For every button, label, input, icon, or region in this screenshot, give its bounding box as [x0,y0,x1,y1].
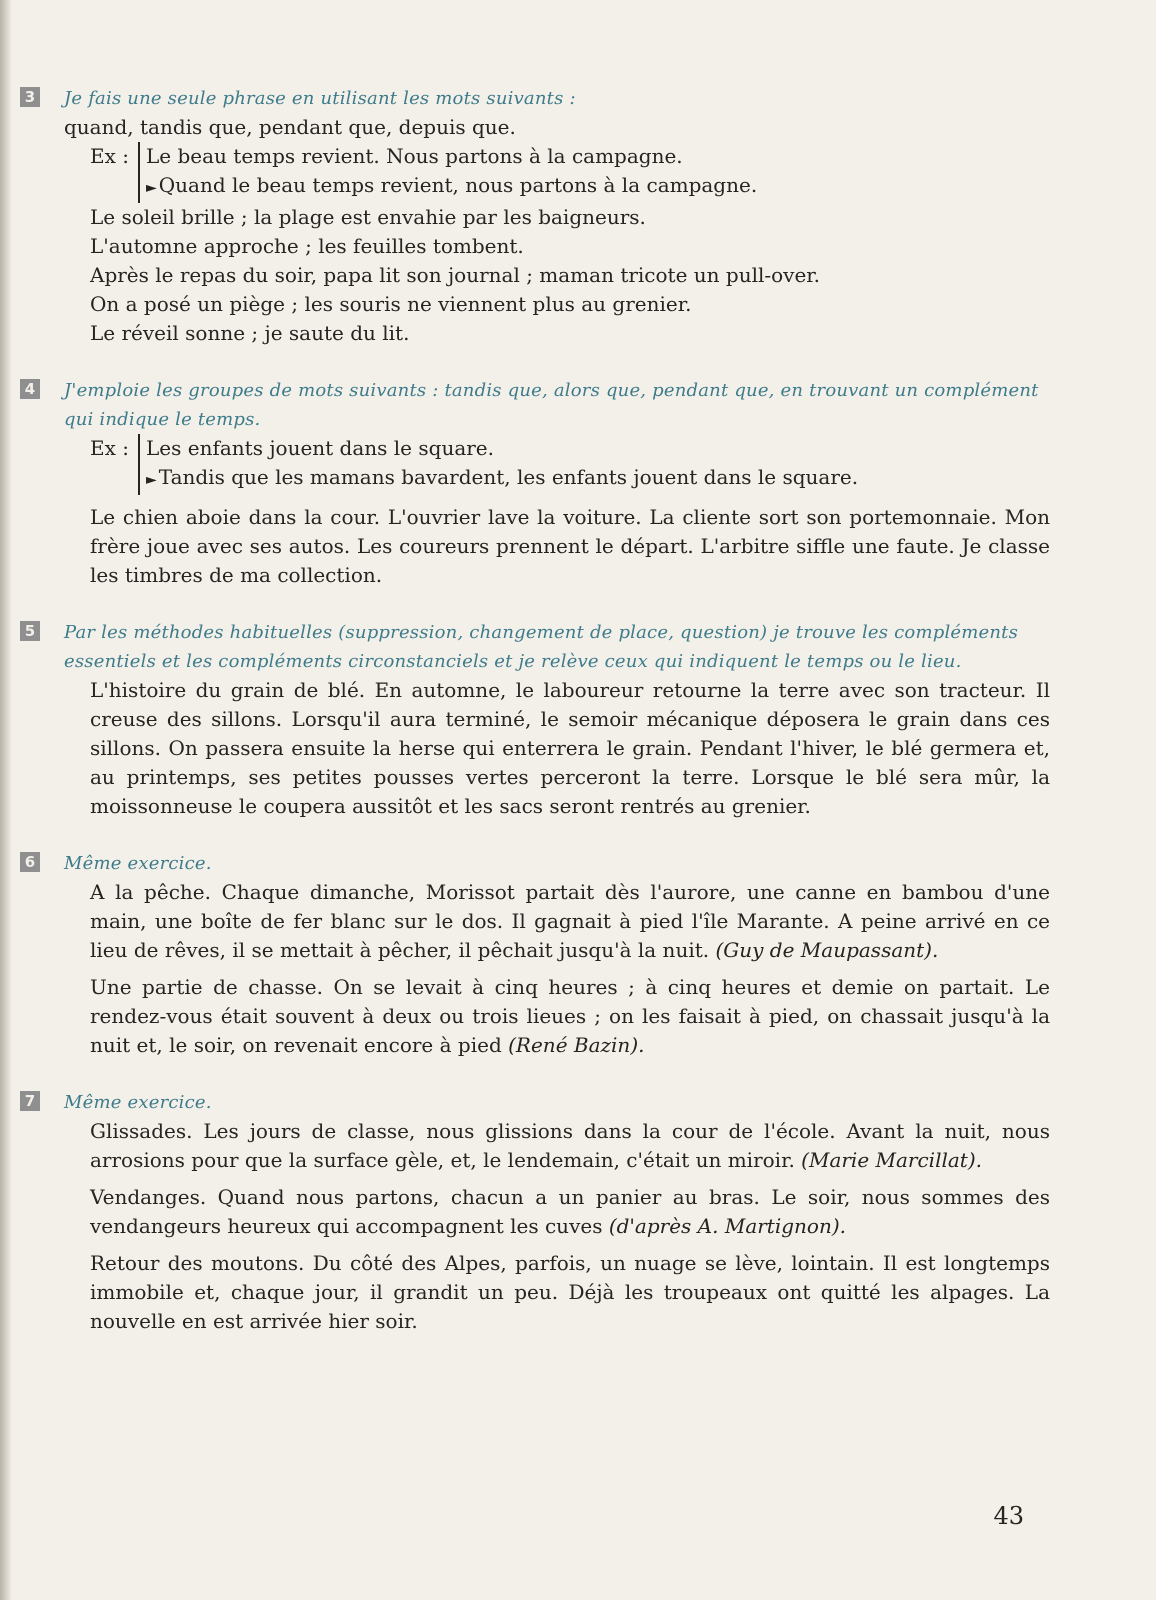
example-sentence-1: Le beau temps revient. Nous partons à la campagne. [146,144,683,168]
page-number: 43 [993,1502,1024,1530]
paragraph-text: Une partie de chasse. On se levait à cinq heures ; à cinq heures et demie on partait. Le rendez-vous était souvent à deux ou trois lieues ; on les faisait à pied, on chassait jusqu'à la nuit et, le soir, on revenait encore à pied [90,975,1050,1057]
exercise-number-3: 3 [20,87,40,107]
exercise-6-paragraph-1 [90,878,1050,965]
exercise-3-line: L'automne approche ; les feuilles tombent. [90,234,524,258]
exercise-4-content [64,434,1050,590]
exercise-number-6: 6 [20,852,40,872]
example-sentence-2: Quand le beau temps revient, nous partons à la campagne. [158,173,758,197]
exercise-3-line: Après le repas du soir, papa lit son journal ; maman tricote un pull-over. [90,263,821,287]
citation: (Marie Marcillat). [801,1148,982,1172]
exercise-4-example [90,434,1050,495]
example-sentence-2-line [146,463,858,495]
citation: (René Bazin). [508,1033,645,1057]
example-sentence-2-line [146,171,757,203]
exercise-6-instruction: Même exercice. [64,853,212,874]
citation: (d'après A. Martignon). [608,1214,846,1238]
paragraph-text: Glissades. Les jours de classe, nous glissions dans la cour de l'école. Avant la nuit, nous arrosions pour que la surface gèle, et, le lendemain, c'était un miroir. [90,1119,1050,1172]
arrow-icon: ► [146,180,157,196]
exercise-number-5: 5 [20,621,40,641]
example-sentence-2: Tandis que les mamans bavardent, les enfants jouent dans le square. [158,465,859,489]
citation: (Guy de Maupassant). [715,938,939,962]
book-binding-shadow [0,0,12,1600]
exercise-7-instruction: Même exercice. [64,1092,212,1113]
exercise-7-paragraph-2 [90,1183,1050,1241]
exercise-4 [20,376,1050,590]
example-bracket [138,434,858,495]
exercise-7-content [64,1117,1050,1336]
example-sentence-1: Les enfants jouent dans le square. [146,436,494,460]
exercise-6-content [64,878,1050,1060]
example-label: Ex : [90,436,129,460]
exercise-4-instruction: J'emploie les groupes de mots suivants : tandis que, alors que, pendant que, en trouvant un complément qui indique le temps. [64,380,1039,430]
exercise-3-line: On a posé un piège ; les souris ne viennent plus au grenier. [90,292,692,316]
paragraph-text: A la pêche. Chaque dimanche, Morissot partait dès l'aurore, une canne en bambou d'une main, une boîte de fer blanc sur le dos. Il gagnait à pied l'île Marante. A peine arrivé en ce lieu de rêves, il se mettait à pêcher, il pêchait jusqu'à la nuit. [90,880,1050,962]
example-bracket [138,142,757,203]
exercise-3 [20,84,1050,348]
exercise-7-paragraph-1 [90,1117,1050,1175]
exercise-3-words: quand, tandis que, pendant que, depuis que. [64,115,516,139]
textbook-page [20,84,1050,1364]
arrow-icon: ► [146,472,157,488]
exercise-3-line: Le soleil brille ; la plage est envahie par les baigneurs. [90,205,646,229]
exercise-6-paragraph-2 [90,973,1050,1060]
exercise-number-7: 7 [20,1091,40,1111]
exercise-3-instruction: Je fais une seule phrase en utilisant les mots suivants : [64,88,576,109]
exercise-5-instruction: Par les méthodes habituelles (suppression, changement de place, question) je trouve les compléments essentiels et les compléments circonstanciels et je relève ceux qui indiquent le temps ou le lieu. [64,622,1019,672]
exercise-number-4: 4 [20,379,40,399]
exercise-7-paragraph-3: Retour des moutons. Du côté des Alpes, parfois, un nuage se lève, lointain. Il est longtemps immobile et, chaque jour, il grandit un peu. Déjà les troupeaux ont quitté les alpages. La nouvelle en est arrivée hier soir. [90,1251,1050,1333]
exercise-3-line: Le réveil sonne ; je saute du lit. [90,321,410,345]
exercise-5 [20,618,1050,821]
exercise-5-content [64,676,1050,821]
exercise-5-paragraph: L'histoire du grain de blé. En automne, le laboureur retourne la terre avec son tracteur. Il creuse des sillons. Lorsqu'il aura terminé, le semoir mécanique déposera le grain dans ces sillons. On passera ensuite la herse qui enterrera le grain. Pendant l'hiver, le blé germera et, au printemps, ses petites pousses vertes perceront la terre. Lorsque le blé sera mûr, la moissonneuse le coupera aussitôt et les sacs seront rentrés au grenier. [90,678,1050,818]
exercise-3-content [64,142,1050,348]
paragraph-text: Vendanges. Quand nous partons, chacun a un panier au bras. Le soir, nous sommes des vendangeurs heureux qui accompagnent les cuves [90,1185,1050,1238]
exercise-6 [20,849,1050,1060]
example-label: Ex : [90,144,129,168]
exercise-3-example [90,142,1050,203]
exercise-7 [20,1088,1050,1336]
exercise-4-paragraph: Le chien aboie dans la cour. L'ouvrier lave la voiture. La cliente sort son portemonnaie. Mon frère joue avec ses autos. Les coureurs prennent le départ. L'arbitre siffle une faute. Je classe les timbres de ma collection. [90,505,1050,587]
